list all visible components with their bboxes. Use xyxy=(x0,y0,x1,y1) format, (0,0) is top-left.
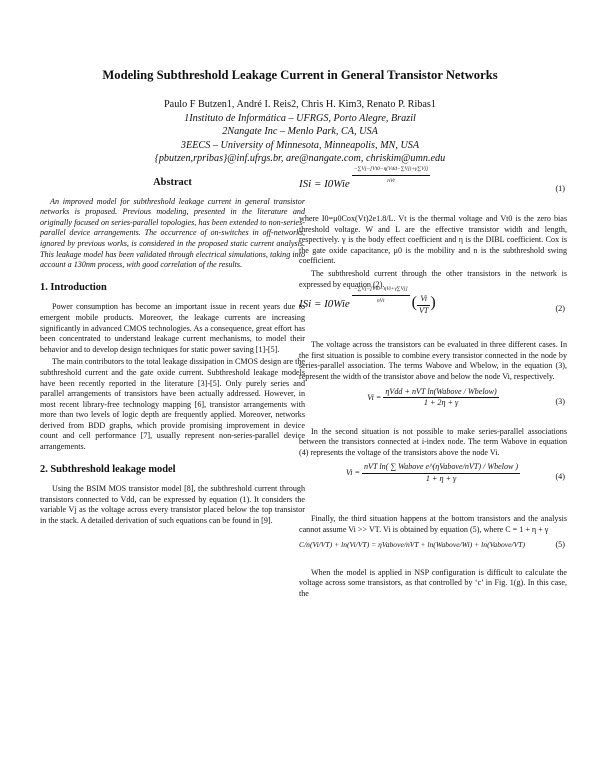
equation-5 xyxy=(299,540,567,562)
right-paragraph-3: The voltage across the transistors can be evaluated in three different cases. In the first situation is possible to combine every transistor connected in the node by series-parallel association. The terms Wabove and Wbelow, in the equation (3), represent the width of the transistor above and below the node Vi, respectively. xyxy=(299,340,567,381)
section-2-paragraph-1: Using the BSIM MOS transistor model [8], the subthreshold current through transistors connected to Vdd, can be expressed by equation (1). It considers the variable Vj as the voltage across every transistor placed below the top transistor in the stack. A detailed derivation of such equations can be found in [9]. xyxy=(40,484,305,526)
eq3-numerator: ηVdd + nVT ln(Wabove / Wbelow) xyxy=(383,387,498,399)
eq1-exp-den: nVt xyxy=(387,177,395,184)
author-list: Paulo F Butzen1, André I. Reis2, Chris H. Kim3, Renato P. Ribas1 xyxy=(164,99,436,110)
intro-paragraph-2: The main contributors to the total leakage dissipation in CMOS design are the subthreshold current and the gate oxide current. Subthreshold leakage models have been recently reported in the literature [3]-[5]. Only purely series and parallel arrangements of transistors have been actually addressed. However, in most recent library-free technology mapping [6], transistor arrangements with more than two levels of logic depth are frequently applied. Moreover, networks derived from BDD graphs, which provide promising improvement in device count and cell performance [7], usually represent non-series-parallel device arrangements. xyxy=(40,357,305,452)
eq2-ratio-den: VT xyxy=(418,305,429,315)
eq1-exponent xyxy=(352,164,430,186)
eq2-ratio xyxy=(417,294,430,316)
eq2-exp-den: nVt xyxy=(376,297,385,304)
section-2-heading: 2. Subthreshold leakage model xyxy=(40,463,176,475)
eq1-number: (1) xyxy=(555,184,565,193)
affiliation-1: 1Instituto de Informática – UFRGS, Porto Alegre, Brazil xyxy=(184,112,416,124)
right-paragraph-6: When the model is applied in NSP configuration is difficult to calculate the voltage across some transistors, as that controlled by ‘c’ in Fig. 1(g). In this case, the xyxy=(299,567,567,598)
eq2-exponent xyxy=(352,284,410,306)
intro-paragraph-1: Power consumption has become an important issue in recent years due to emergent mobile products. Moreover, the leakage currents are increasing significantly in advanced CMOS technologies. As a consequence, great effort has been concentrated to understand leakage current mechanisms, to model their behavior and to develop design techniques for static power saving [1]-[5]. xyxy=(40,302,305,354)
eq1-lhs: ISi = I0Wie xyxy=(299,177,350,190)
paper-title: Modeling Subthreshold Leakage Current in General Transistor Networks xyxy=(102,68,498,82)
equation-2: ISi = I0Wie $\frac{\text{−∑Vj−[Vt0−ηVi+γ∑Vj]}}{\text{nVt}}$ ( $\frac{Vi}{VT}$ ) (2) xyxy=(299,286,565,315)
right-paragraph-2: The subthreshold current through the other transistors in the network is expressed by equation (2). xyxy=(299,268,567,289)
eq3-lhs: Vi = xyxy=(367,392,382,402)
eq4-numerator: nVT ln( ∑ Wabove e^(ηVabove/nVT) / Wbelow ) xyxy=(362,462,520,474)
intro-heading: 1. Introduction xyxy=(40,281,107,293)
eq4-number: (4) xyxy=(555,472,565,482)
eq5-number: (5) xyxy=(555,539,565,549)
eq3-denominator: 1 + 2η + γ xyxy=(423,398,459,408)
eq2-lhs: ISi = I0Wie xyxy=(299,298,350,311)
right-paragraph-5: Finally, the third situation happens at the bottom transistors and the analysis cannot assume Vi >> VT. Vi is obtained by equation (5), where C = 1 + η + γ xyxy=(299,514,567,534)
equation-1 xyxy=(299,166,567,208)
affiliation-3: 3EECS – University of Minnesota, Minneapolis, MN, USA xyxy=(180,139,420,151)
abstract-text: An improved model for subthreshold leakage current in general transistor networks is proposed. Previous modeling, presented in the literature and originally focused on series-parallel topologies, has been extended to non-series-parallel device arrangements. The occurrence of on-switches in off-networks, ignored by previous works, is considered in the proposed static current analysis. This leakage model has been validated through electrical simulations, taking into account a 130nm process, with good correlation of the results. xyxy=(40,196,305,270)
eq3-fraction xyxy=(383,387,498,409)
right-paragraph-4: In the second situation is not possible to make series-parallel associations between the transistors connected at i-index node. The term Wabove in equation (4) represents the voltage of the transistors above the node Vi. xyxy=(299,426,567,457)
abstract-heading: Abstract xyxy=(153,177,192,188)
right-column xyxy=(299,166,567,601)
eq2-number: (2) xyxy=(555,304,565,314)
author-block xyxy=(0,98,600,166)
eq1-exp-num: −∑Vj−[Vt0−η(Vdd−∑Vj)+γ∑Vj] xyxy=(352,164,430,176)
left-column xyxy=(40,178,305,529)
eq4-lhs: Vi = xyxy=(345,468,360,478)
eq4-denominator: 1 + η + γ xyxy=(425,473,457,483)
equation-4 xyxy=(299,462,567,508)
equation-3 xyxy=(299,387,567,421)
author-emails: {pbutzen,rpribas}@inf.ufrgs.br, are@nangate.com, chriskim@umn.edu xyxy=(154,153,446,165)
eq2-ratio-num: Vi xyxy=(417,294,430,306)
eq4-fraction xyxy=(362,462,520,484)
affiliation-2: 2Nangate Inc – Menlo Park, CA, USA xyxy=(222,126,378,138)
eq1-explanation: where I0=μ0Cox(Vt)2e1.8/L. Vt is the thermal voltage and Vt0 is the zero bias threshold voltage. W and L are the effective transistor width and length, respectively. γ is the body effect coefficient and η is the DIBL coefficient. Cox is the gate oxide capacitance, μ0 is the mobility and n is the subthreshold swing coefficient. xyxy=(299,214,567,266)
eq2-exp-num: −∑Vj−[Vt0−ηVi+γ∑Vj] xyxy=(352,284,410,296)
eq3-number: (3) xyxy=(555,396,565,406)
eq5-body: C/n(Vi/VT) + ln(Vi/VT) = ηVabove/nVT + ln(Wabove/Wi) + ln(Vabove/VT) xyxy=(299,539,526,549)
